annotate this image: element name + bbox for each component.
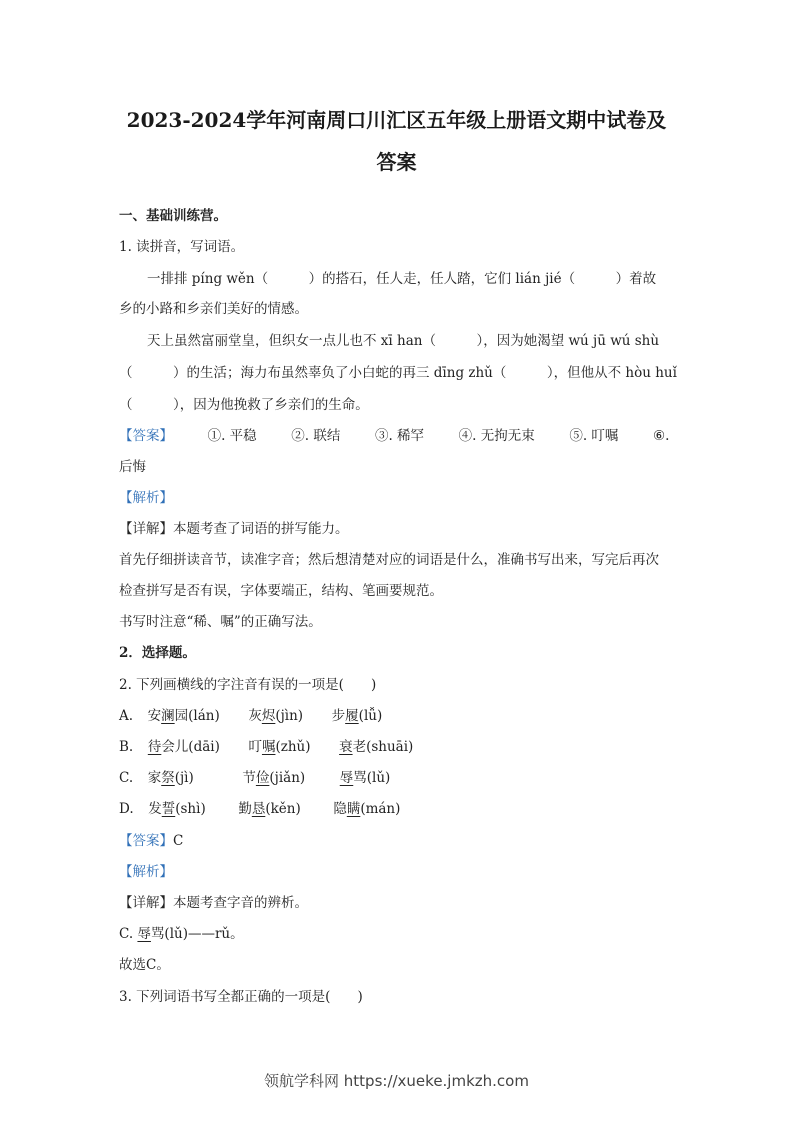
option-label: C. (119, 770, 134, 786)
option-word: 步履(lǚ) (331, 708, 383, 724)
detail-tag: 【详解】 (119, 895, 173, 911)
answer-item: ①. 平稳 (207, 428, 257, 444)
option-word: 节俭(jiǎn) (242, 770, 306, 786)
option-label: A. (119, 708, 134, 724)
option-word: 发誓(shì) (148, 801, 206, 817)
footer-watermark: 领航学科网 https://xueke.jmkzh.com (264, 1072, 529, 1090)
answer-item: ③. 稀罕 (374, 428, 425, 444)
section1-heading: 一、基础训练营。 (119, 208, 227, 224)
q2-option-d (119, 800, 679, 818)
answer-item: ②. 联结 (291, 428, 341, 444)
q1-detail-line (119, 520, 679, 538)
answer-item: ⑤. 叮嘱 (569, 428, 619, 444)
detail-text: 本题考查了词语的拼写能力。 (173, 521, 349, 537)
answer-item: ⑥. (653, 428, 670, 444)
option-word: 衰老(shuāi) (339, 739, 414, 755)
q1-analysis-tag: 【解析】 (119, 490, 173, 506)
answer-item: ④. 无拘无束 (458, 428, 535, 444)
section2-heading: 2．选择题。 (119, 645, 196, 661)
q2-explanation-line: C. 辱骂(lǔ)——rǔ。 (119, 926, 244, 942)
answer-tag: 【答案】 (119, 428, 173, 444)
q2-option-b (119, 738, 679, 756)
q1-explanation-line1: 首先仔细拼读音节，读准字音；然后想清楚对应的词语是什么，准确书写出来，写完后再次 (119, 552, 659, 568)
q2-option-c (119, 769, 679, 787)
detail-text: 本题考查字音的辨析。 (173, 895, 308, 911)
answer-value: C (173, 833, 184, 849)
q1-stem: 1. 读拼音，写词语。 (119, 239, 245, 255)
q1-paragraph2-line2: （ ）的生活；海力布虽然辜负了小白蛇的再三 dīng zhǔ（ ），但他从不 hòu huǐ (119, 365, 677, 381)
q1-paragraph2-line1: 天上虽然富丽堂皇，但织女一点儿也不 xī han（ ），因为她渴望 wú jū wú shù (147, 333, 660, 349)
document-title-line1: 2023-2024学年河南周口川汇区五年级上册语文期中试卷及 (126, 108, 667, 132)
q1-explanation-line3: 书写时注意“稀、嘱”的正确写法。 (119, 614, 322, 630)
q2-detail-line (119, 894, 679, 912)
q1-paragraph1-line2: 乡的小路和乡亲们美好的情感。 (119, 301, 308, 317)
option-word: 辱骂(lǔ) (339, 770, 391, 786)
q1-answer-line (119, 427, 679, 445)
q2-option-a (119, 707, 679, 725)
option-word: 家祭(jì) (147, 770, 194, 786)
q2-stem: 2. 下列画横线的字注音有误的一项是( ) (119, 677, 377, 693)
option-label: D. (119, 801, 134, 817)
q1-paragraph2-line3: （ ），因为他挽救了乡亲们的生命。 (119, 397, 369, 413)
option-word: 灰烬(jìn) (248, 708, 304, 724)
q1-answer-wrap: 后悔 (119, 459, 146, 475)
answer-tag: 【答案】 (119, 833, 173, 849)
detail-tag: 【详解】 (119, 521, 173, 537)
option-label: B. (119, 739, 134, 755)
q3-stem: 3. 下列词语书写全都正确的一项是( ) (119, 989, 363, 1005)
q1-paragraph1-line1: 一排排 píng wěn（ ）的搭石，任人走，任人踏，它们 lián jié（ ）着故 (147, 271, 657, 287)
q2-answer-line (119, 832, 679, 850)
q2-analysis-tag: 【解析】 (119, 864, 173, 880)
q2-conclusion: 故选C。 (119, 957, 170, 973)
q1-explanation-line2: 检查拼写是否有误，字体要端正，结构、笔画要规范。 (119, 583, 443, 599)
option-word: 隐瞒(mán) (333, 801, 401, 817)
option-word: 待会儿(dāi) (147, 739, 220, 755)
option-word: 叮嘱(zhǔ) (248, 739, 311, 755)
document-title-line2: 答案 (376, 150, 417, 174)
option-word: 勤恳(kěn) (238, 801, 301, 817)
option-word: 安澜园(lán) (147, 708, 220, 724)
